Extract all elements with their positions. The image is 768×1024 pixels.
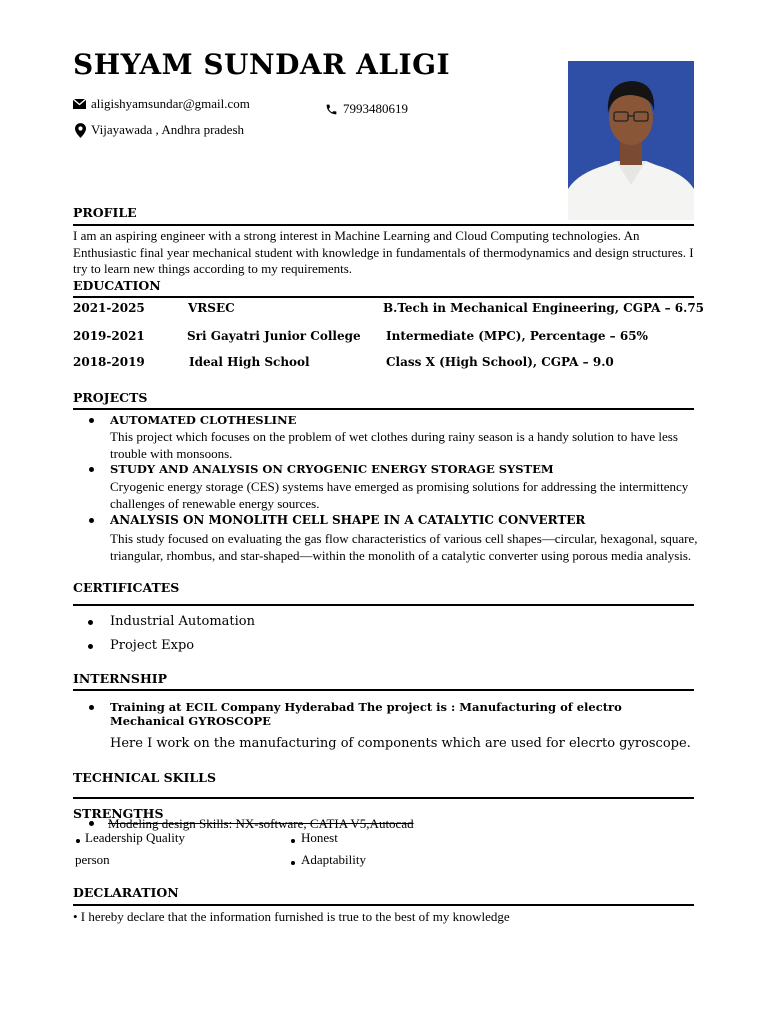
- project-title: ANALYSIS ON MONOLITH CELL SHAPE IN A CATALYTIC CONVERTER: [110, 513, 586, 527]
- declaration-heading: DECLARATION: [73, 885, 179, 900]
- location-line: [75, 122, 244, 138]
- projects-heading: PROJECTS: [73, 390, 148, 405]
- bullet-icon: [88, 620, 93, 625]
- strength-item: person: [75, 852, 110, 867]
- bullet-icon: [291, 839, 295, 843]
- education-detail: Intermediate (MPC), Percentage – 65%: [386, 329, 648, 343]
- technical-skill-item: Modeling design Skills: NX-software, CATIA V5,Autocad: [108, 816, 414, 831]
- location-text: Vijayawada , Andhra pradesh: [91, 122, 244, 137]
- map-pin-icon: [75, 123, 86, 138]
- education-years: 2021-2025: [73, 301, 145, 315]
- bullet-icon: [291, 861, 295, 865]
- candidate-name: SHYAM SUNDAR ALIGI: [73, 48, 451, 81]
- profile-heading: PROFILE: [73, 205, 137, 220]
- section-divider: [73, 797, 694, 799]
- strength-item: Leadership Quality: [85, 830, 185, 845]
- education-heading: EDUCATION: [73, 278, 161, 293]
- education-detail: B.Tech in Mechanical Engineering, CGPA – 6.75: [383, 301, 705, 315]
- strength-item: Honest: [301, 830, 338, 845]
- section-divider: [73, 604, 694, 606]
- bullet-icon: [89, 705, 94, 710]
- education-institution: VRSEC: [188, 301, 235, 315]
- section-divider: [73, 296, 694, 298]
- phone-line: [325, 101, 408, 117]
- certificate-item: Project Expo: [110, 638, 195, 653]
- internship-title: Training at ECIL Company Hyderabad The project is : Manufacturing of electro Mechanical GYROSCOPE: [110, 700, 622, 728]
- bullet-icon: [89, 467, 94, 472]
- education-institution: Ideal High School: [189, 355, 310, 369]
- bullet-icon: [76, 839, 80, 843]
- internship-description: Here I work on the manufacturing of components which are used for elecrto gyroscope.: [110, 736, 691, 751]
- email-line: [73, 96, 250, 112]
- education-years: 2018-2019: [73, 355, 145, 369]
- section-divider: [73, 224, 694, 226]
- certificates-heading: CERTIFICATES: [73, 580, 180, 595]
- profile-photo: [568, 61, 694, 220]
- declaration-text: • I hereby declare that the information furnished is true to the best of my knowledge: [73, 909, 510, 924]
- profile-text: I am an aspiring engineer with a strong interest in Machine Learning and Cloud Computing technologies. An Enthusiastic final year mechanical student with knowledge in fundamentals of thermodynamics and design structures. I try to learn new things according to my requirements.: [73, 228, 694, 276]
- bullet-icon: [89, 821, 94, 826]
- email-text[interactable]: aligishyamsundar@gmail.com: [91, 96, 250, 111]
- project-description: This study focused on evaluating the gas flow characteristics of various cell shapes—circular, hexagonal, square, triangular, rhombus, and star-shaped—within the monolith of a catalytic converter using porous media analysis.: [110, 531, 698, 563]
- bullet-icon: [88, 644, 93, 649]
- project-title: AUTOMATED CLOTHESLINE: [110, 413, 297, 427]
- technical-skills-heading: TECHNICAL SKILLS: [73, 770, 216, 785]
- project-title: STUDY AND ANALYSIS ON CRYOGENIC ENERGY STORAGE SYSTEM: [110, 462, 554, 476]
- project-description: Cryogenic energy storage (CES) systems have emerged as promising solutions for addressing the intermittency challenges of renewable energy sources.: [110, 479, 689, 511]
- education-institution: Sri Gayatri Junior College: [187, 329, 361, 343]
- education-detail: Class X (High School), CGPA – 9.0: [386, 355, 614, 369]
- section-divider: [73, 408, 694, 410]
- bullet-icon: [89, 518, 94, 523]
- envelope-icon: [73, 99, 86, 109]
- phone-icon: [325, 103, 338, 116]
- certificate-item: Industrial Automation: [110, 614, 255, 629]
- section-divider: [73, 689, 694, 691]
- education-years: 2019-2021: [73, 329, 145, 343]
- bullet-icon: [89, 418, 94, 423]
- internship-heading: INTERNSHIP: [73, 671, 168, 686]
- project-description: This project which focuses on the problem of wet clothes during rainy season is a handy solution to have less trouble with monsoons.: [110, 429, 678, 461]
- phone-text[interactable]: 7993480619: [343, 101, 408, 116]
- strengths-heading: STRENGTHS: [73, 806, 164, 821]
- section-divider: [73, 904, 694, 906]
- strength-item: Adaptability: [301, 852, 366, 867]
